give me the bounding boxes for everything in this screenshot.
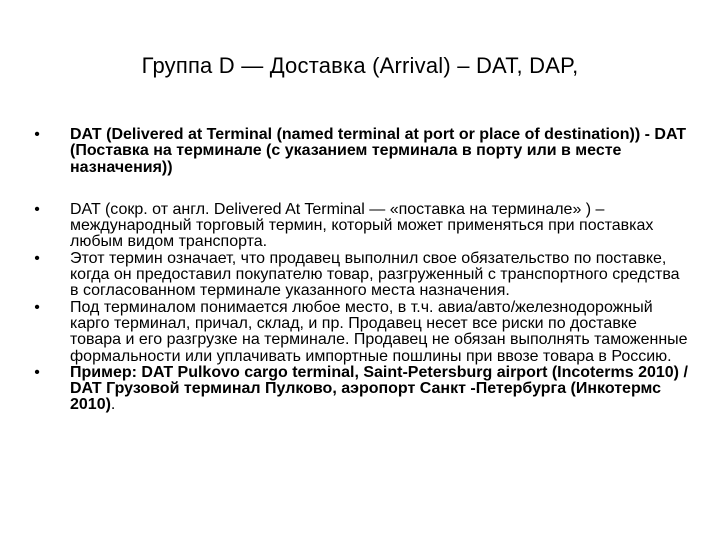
bullet-item-example [30, 365, 690, 414]
bullet-item-dat-definition [30, 127, 690, 176]
example-bold-text: Пример: DAT Pulkovo cargo terminal, Saint-Petersburg airport (Incoterms 2010) / DAT Грузовой терминал Пулково, аэропорт Санкт -Петербурга (Инкотермс 2010) [70, 363, 688, 414]
bullet-icon: • [34, 249, 40, 267]
bullet-icon: • [34, 363, 40, 381]
bullet-item-terminal-definition [30, 300, 690, 365]
bullet-item-term-meaning [30, 251, 690, 300]
bullet-text [70, 365, 690, 414]
bullet-icon: • [34, 200, 40, 218]
bullet-icon: • [34, 126, 40, 143]
bullet-text: Этот термин означает, что продавец выполнил свое обязательство по поставке, когда он предоставил покупателю товар, разгруженный с транспортного средства в согласованном терминале указанного места назначения. [70, 249, 680, 300]
slide-content [30, 127, 690, 414]
bullet-text: DAT (Delivered at Terminal (named terminal at port or place of destination)) - DAT (Поставка на терминале (с указанием терминала в порту или в месте назначения)) [70, 126, 687, 176]
bullet-text: DAT (сокр. от англ. Delivered At Terminal — «поставка на терминале» ) – международный торговый термин, который может применяться при поставках любым видом транспорта. [70, 200, 654, 251]
bullet-icon: • [34, 298, 40, 316]
example-tail-text: . [110, 396, 116, 414]
bullet-item-dat-abbreviation [30, 202, 690, 251]
slide-title: Группа D — Доставка (Arrival) – DAT, DAP, [141, 53, 579, 78]
bullet-text: Под терминалом понимается любое место, в т.ч. авиа/авто/железнодорожный карго терминал, причал, склад, и пр. Продавец несет все риски по доставке товара и его разгрузке на терминале. Продавец не обязан выполнять таможенные формальности или уплачивать импортные пошлины при ввозе товара в Россию. [70, 298, 688, 365]
bullet-list [30, 127, 690, 414]
